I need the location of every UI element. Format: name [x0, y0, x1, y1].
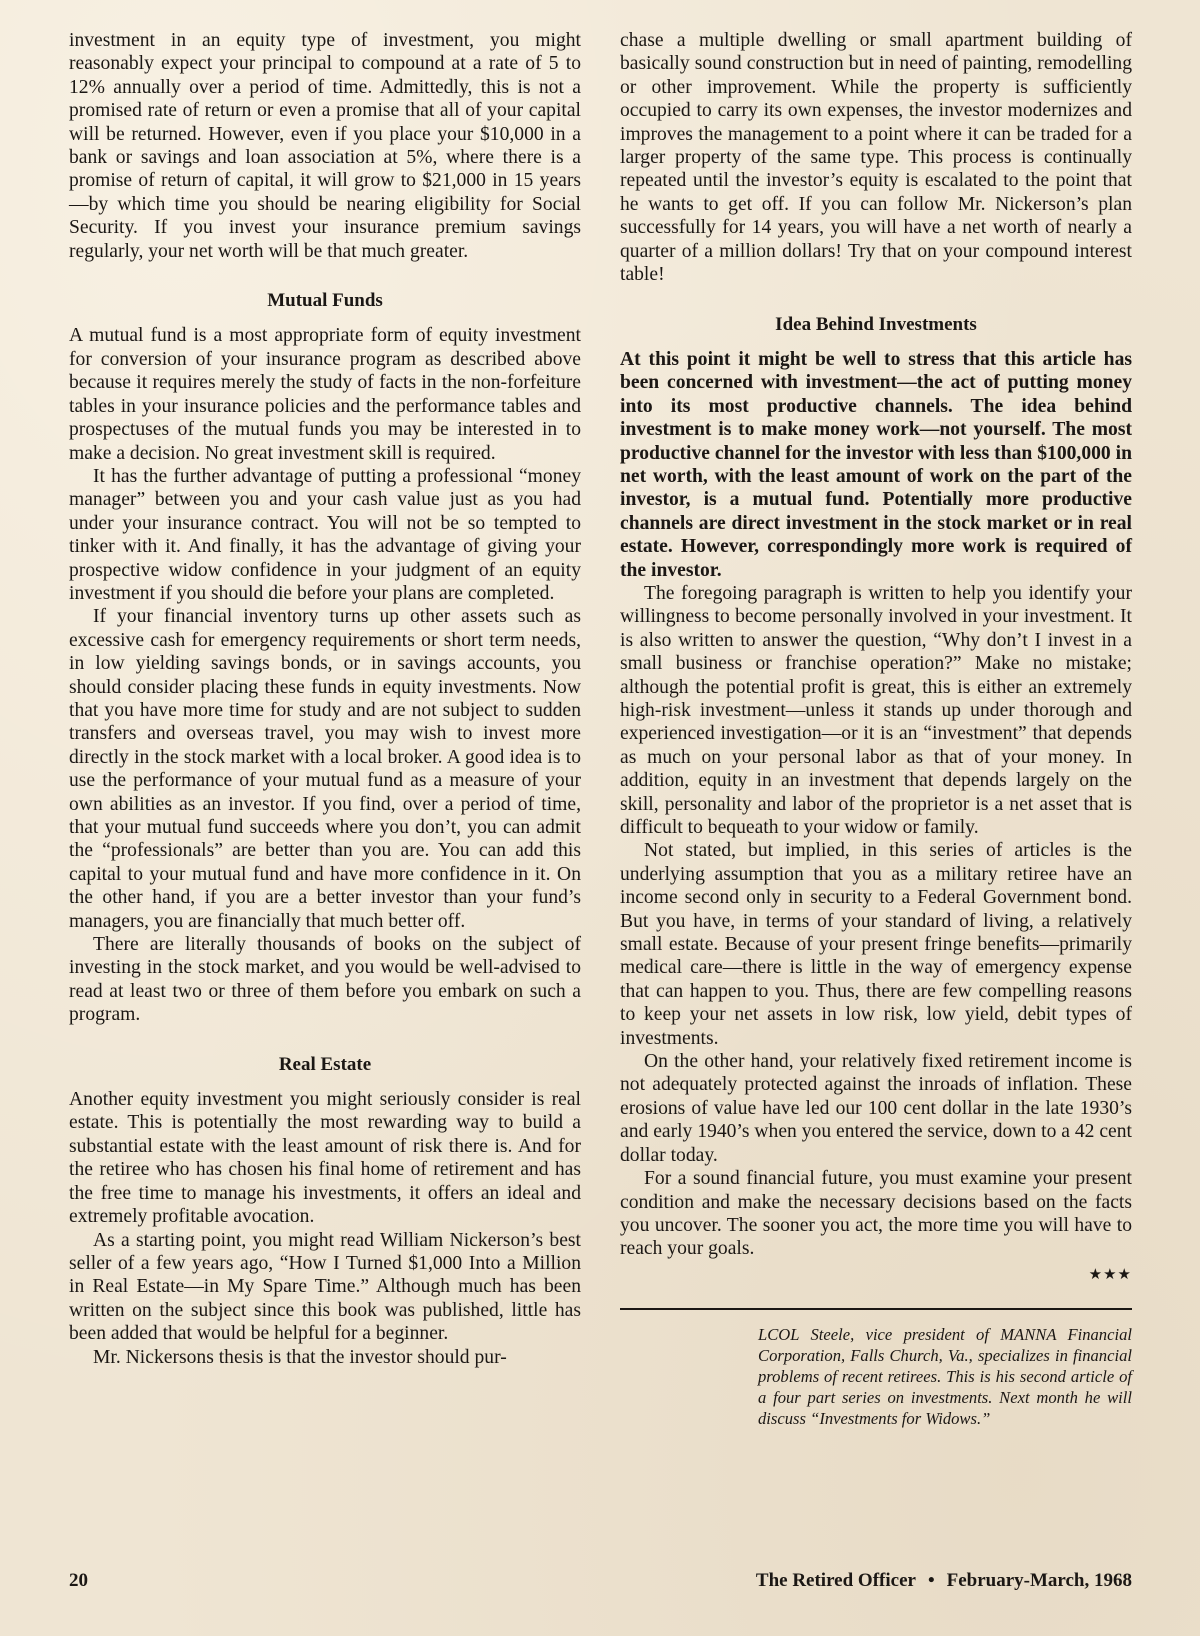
- idea-paragraph-4: On the other hand, your relatively fixed retirement income is not adequately protected against the inroads of inflation. These erosions of value have led our 100 cent dollar in the late 1930’s and early 1940’s when you entered the service, down to a 42 cent dollar today.: [620, 1051, 1132, 1166]
- footer-publication-line: [756, 1570, 1132, 1592]
- idea-behind-investments-heading: Idea Behind Investments: [775, 314, 977, 336]
- mutual-funds-paragraph-4: There are literally thousands of books on the subject of investing in the stock market, and you would be well-advised to read at least two or three of them before you embark on such a program.: [69, 934, 581, 1026]
- idea-paragraph-2: The foregoing paragraph is written to help you identify your willingness to become personally involved in your investment. It is also written to answer the question, “Why don’t I invest in a small business or franchise operation?” Make no mistake; although the potential profit is great, this is either an extremely high-risk investment—unless it stands up under thorough and experienced investigation—or it is an “investment” that depends as much on your personal labor as that of your money. In addition, equity in an investment that depends largely on the skill, personality and labor of the proprietor is a net asset that is difficult to bequeath to your widow or family.: [620, 582, 1132, 838]
- issue-date: February-March, 1968: [946, 1570, 1132, 1591]
- continuation-paragraph: chase a multiple dwelling or small apartment building of basically sound construction but in need of painting, remodelling or other improvement. While the property is sufficiently occupied to carry its own expenses, the investor modernizes and improves the management to a point where it can be traded for a larger property of the same type. This process is continually repeated until the investor’s equity is escalated to the point that he wants to get off. If you can follow Mr. Nickerson’s plan successfully for 14 years, you will have a net worth of nearly a quarter of a million dollars! Try that on your compound interest table!: [620, 30, 1132, 286]
- real-estate-paragraph-2: As a starting point, you might read William Nickerson’s best seller of a few years ago, “How I Turned $1,000 Into a Million in Real Estate—in My Spare Time.” Although much has been written on the subject since this book was published, little has been added that would be helpful for a beginner.: [69, 1229, 581, 1345]
- real-estate-paragraph-1: Another equity investment you might seriously consider is real estate. This is potentially the most rewarding way to build a substantial estate with the least amount of risk there is. And for the retiree who has chosen his final home of retirement and has the free time to manage his investments, it offers an ideal and extremely profitable avocation.: [69, 1089, 581, 1228]
- footer-separator: •: [927, 1570, 935, 1591]
- end-mark-stars: ★★★: [1088, 1266, 1132, 1283]
- intro-paragraph: investment in an equity type of investment, you might reasonably expect your principal to compound at a rate of 5 to 12% annually over a period of time. Admittedly, this is not a promised rate of return or even a promise that all of your capital will be returned. However, even if you place your $10,000 in a bank or savings and loan association at 5%, where there is a promise of return of capital, it will grow to $21,000 in 15 years—by which time you should be nearing eligibility for Social Security. If you invest your insurance premium savings regularly, your net worth will be that much greater.: [69, 30, 581, 262]
- right-column: [620, 29, 1132, 1429]
- mutual-funds-paragraph-2: It has the further advantage of putting a professional “money manager” between you and your cash value just as you had under your insurance contract. You will not be so tempted to tinker with it. And finally, it has the advantage of giving your prospective widow confidence in your judgment of an equity investment if you should die before your plans are completed.: [69, 465, 581, 604]
- publication-name: The Retired Officer: [755, 1570, 916, 1591]
- idea-paragraph-3: Not stated, but implied, in this series of articles is the underlying assumption that you as a military retiree have an income second only in security to a Federal Government bond. But you have, in terms of your standard of living, a relatively small estate. Because of your present fringe benefits—primarily medical care—there is little in the way of emergency expense that can happen to you. Thus, there are few compelling reasons to keep your net assets in low risk, low yield, debit types of investments.: [620, 840, 1132, 1049]
- mutual-funds-paragraph-1: A mutual fund is a most appropriate form of equity investment for conversion of your insurance program as described above because it requires merely the study of facts in the non-forfeiture tables in your insurance policies and the performance tables and prospectuses of the mutual funds you may be interested in to make a decision. No great investment skill is required.: [69, 325, 581, 464]
- real-estate-paragraph-3: Mr. Nickersons thesis is that the investor should pur-: [93, 1346, 507, 1368]
- author-bio: LCOL Steele, vice president of MANNA Financial Corporation, Falls Church, Va., specializes in financial problems of recent retirees. This is his second article of a four part series on investments. Next month he will discuss “Investments for Widows.”: [758, 1324, 1132, 1428]
- idea-paragraph-5: For a sound financial future, you must examine your present condition and make the necessary decisions based on the facts you uncover. The sooner you act, the more time you will have to reach your goals.: [620, 1168, 1132, 1260]
- left-column: [69, 29, 581, 1369]
- real-estate-heading: Real Estate: [278, 1053, 372, 1075]
- mutual-funds-paragraph-3: If your financial inventory turns up other assets such as excessive cash for emergency requirements or short term needs, in low yielding savings bonds, or in savings accounts, you should consider placing these funds in equity investments. Now that you have more time for study and are not subject to sudden transfers and overseas travel, you may wish to invest more directly in the stock market with a local broker. A good idea is to use the performance of your mutual fund as a measure of your own abilities as an investor. If you find, over a period of time, that your mutual fund succeeds where you don’t, you can admit the “professionals” are better than you are. You can add this capital to your mutual fund and have more confidence in it. On the other hand, if you are a better investor than your fund’s managers, you are financially that much better off.: [69, 606, 581, 932]
- idea-bold-paragraph: At this point it might be well to stress that this article has been concerned with investment—the act of putting money into its most productive channels. The idea behind investment is to make money work—not yourself. The most productive channel for the investor with less than $100,000 in net worth, with the least amount of work on the part of the investor, is a mutual fund. Potentially more productive channels are direct investment in the stock market or in real estate. However, correspondingly more work is required of the investor.: [620, 348, 1132, 581]
- page-number: 20: [69, 1570, 88, 1591]
- bio-divider: [620, 1308, 1132, 1310]
- mutual-funds-heading: Mutual Funds: [267, 290, 383, 312]
